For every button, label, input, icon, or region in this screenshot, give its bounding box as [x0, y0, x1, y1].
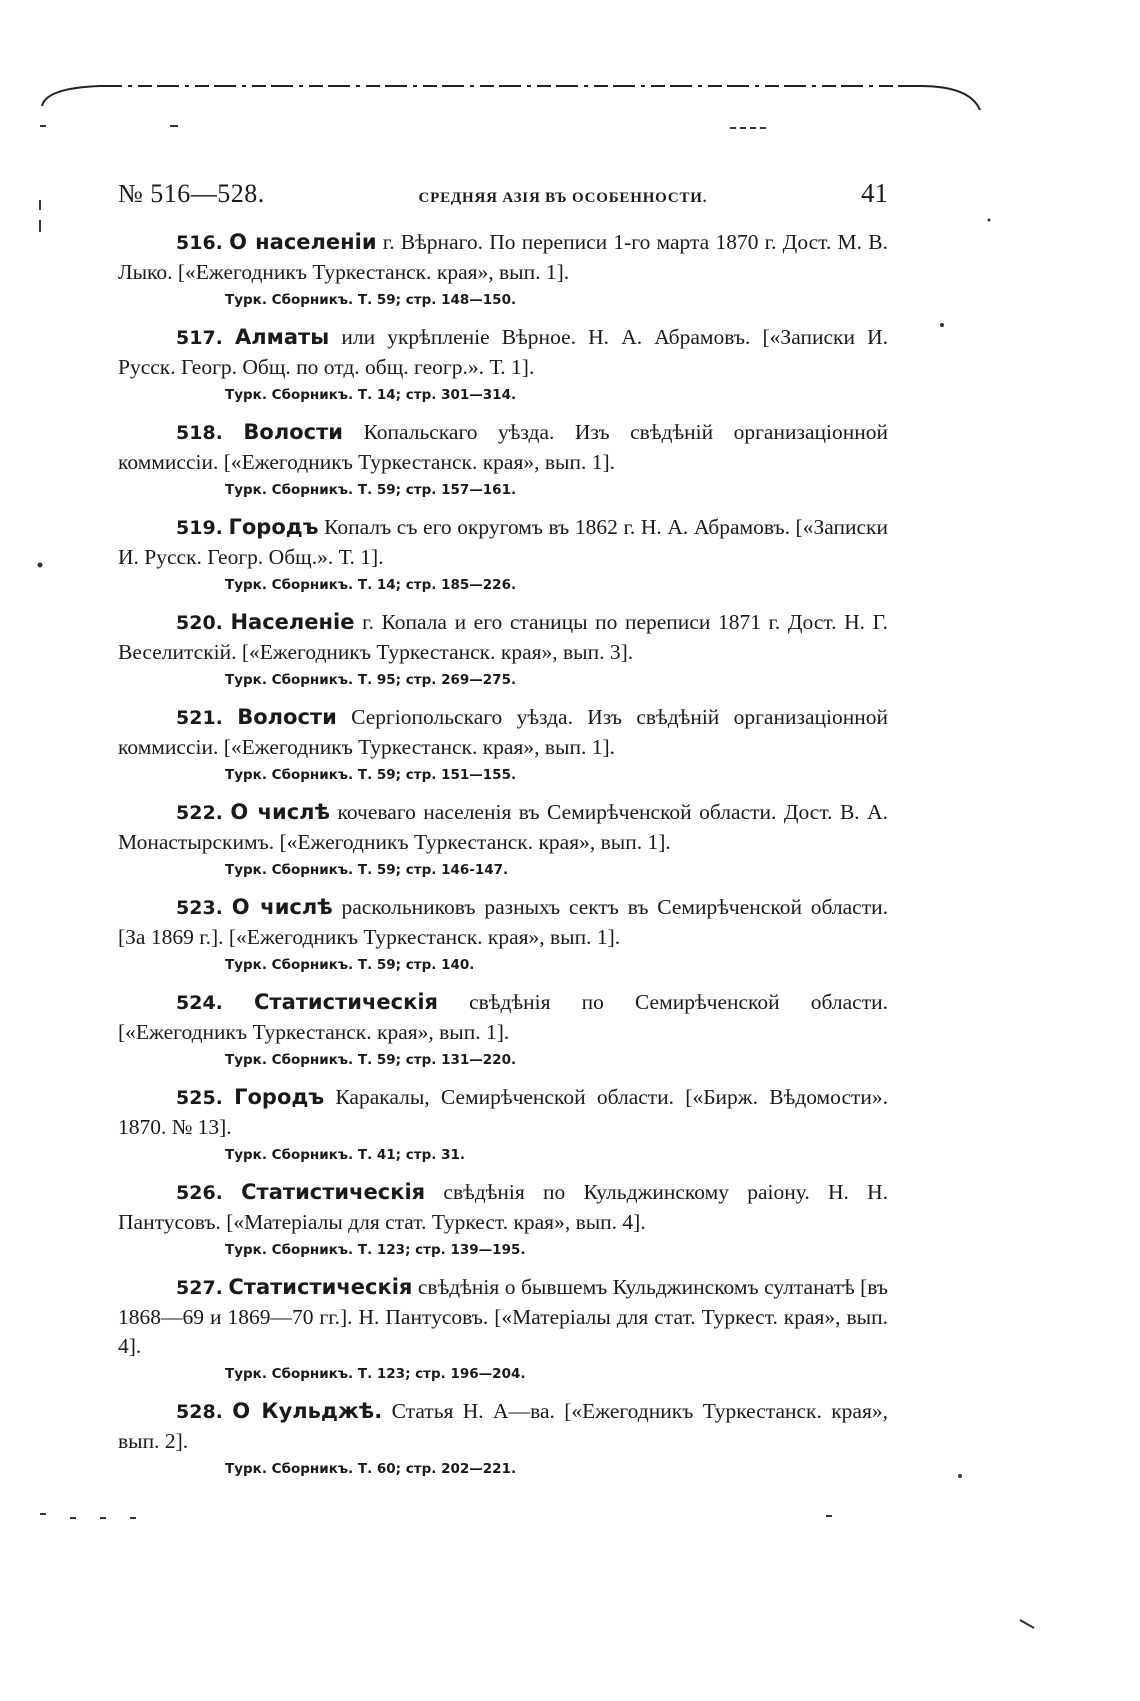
entry-body: Копальскаго уѣзда. Изъ свѣдѣній организаціонной коммиссіи. [«Ежегодникъ Туркестанск. края», вып. 1].	[118, 420, 889, 474]
page-number: 41	[861, 178, 888, 208]
entry-number: 523.	[176, 897, 223, 919]
bibliography-entry	[118, 798, 888, 881]
entry-heading: Городъ	[234, 1085, 325, 1109]
entry-body: кочеваго населенія въ Семирѣченской области. Дост. В. А. Монастырскимъ. [«Ежегодникъ Туркестанск. края», вып. 1].	[118, 800, 889, 854]
bibliography-entry	[118, 1397, 888, 1480]
entry-heading: Городъ	[228, 515, 319, 539]
bibliography-entry	[118, 893, 888, 976]
bibliography-entry	[118, 608, 888, 691]
entry-heading: Статистическія	[254, 990, 439, 1014]
entry-number: 528.	[176, 1401, 223, 1423]
bibliography-entry	[118, 323, 888, 406]
entry-body: Сергіопольскаго уѣзда. Изъ свѣдѣній организаціонной коммиссіи. [«Ежегодникъ Туркестанск. края», вып. 1].	[118, 705, 889, 759]
entry-heading: Населеніе	[230, 610, 355, 634]
bibliography-entry	[118, 988, 888, 1071]
entry-body: Копалъ съ его округомъ въ 1862 г. Н. А. Абрамовъ. [«Записки И. Русск. Геогр. Общ.». Т. 1].	[118, 515, 888, 569]
bibliography-entry	[118, 1273, 888, 1385]
entry-body: г. Вѣрнаго. По переписи 1-го марта 1870 г. Дост. М. В. Лыко. [«Ежегодникъ Туркестанск. края», вып. 1].	[118, 230, 888, 284]
entry-body: или укрѣпленіе Вѣрное. Н. А. Абрамовъ. [«Записки И. Русск. Геогр. Общ. по отд. общ. геогр.». Т. 1].	[118, 325, 889, 379]
entry-reference: Турк. Сборникъ. Т. 59; стр. 157—161.	[225, 482, 517, 498]
entry-range: № 516—528.	[118, 179, 265, 208]
entry-number: 525.	[176, 1087, 223, 1109]
entry-number: 518.	[176, 422, 223, 444]
entry-reference: Турк. Сборникъ. Т. 95; стр. 269—275.	[225, 672, 517, 688]
entry-body: г. Копала и его станицы по переписи 1871 г. Дост. Н. Г. Веселитскій. [«Ежегодникъ Туркестанск. края», вып. 3].	[118, 610, 888, 664]
entry-reference: Турк. Сборникъ. Т. 123; стр. 139—195.	[225, 1242, 526, 1258]
entry-body: свѣдѣнія по Семирѣченской области. [«Ежегодникъ Туркестанск. края», вып. 1].	[118, 990, 889, 1044]
entry-heading: Волости	[237, 705, 337, 729]
entry-body: раскольниковъ разныхъ сектъ въ Семирѣченской области. [За 1869 г.]. [«Ежегодникъ Туркестанск. края», вып. 1].	[118, 895, 888, 949]
entry-number: 527.	[176, 1277, 223, 1299]
entry-number: 524.	[176, 992, 223, 1014]
entry-reference: Турк. Сборникъ. Т. 41; стр. 31.	[225, 1147, 466, 1163]
entry-reference: Турк. Сборникъ. Т. 60; стр. 202—221.	[225, 1461, 517, 1477]
entry-reference: Турк. Сборникъ. Т. 14; стр. 301—314.	[225, 387, 517, 403]
entry-reference: Турк. Сборникъ. Т. 14; стр. 185—226.	[225, 577, 517, 593]
entry-heading: Алматы	[235, 325, 330, 349]
entry-number: 519.	[176, 517, 223, 539]
entry-reference: Турк. Сборникъ. Т. 59; стр. 131—220.	[225, 1052, 517, 1068]
decorative-top-rule	[40, 80, 990, 120]
bibliography-entry	[118, 418, 888, 501]
entry-heading: О числѣ	[230, 800, 331, 824]
entry-number: 522.	[176, 802, 223, 824]
bibliography-entry	[118, 228, 888, 311]
entry-body: свѣдѣнія о бывшемъ Кульджинскомъ султанатѣ [въ 1868—69 и 1869—70 гг.]. Н. Пантусовъ. [«Матеріалы для стат. Туркест. края», вып. 4].	[118, 1275, 889, 1358]
bibliography-entry	[118, 703, 888, 786]
entry-number: 517.	[176, 327, 223, 349]
entry-heading: О населеніи	[229, 230, 377, 254]
entry-reference: Турк. Сборникъ. Т. 59; стр. 140.	[225, 957, 475, 973]
entry-body: свѣдѣнія по Кульджинскому раіону. Н. Н. Пантусовъ. [«Матеріалы для стат. Туркест. края», вып. 4].	[118, 1180, 889, 1234]
entry-number: 521.	[176, 707, 223, 729]
entry-heading: О числѣ	[231, 895, 333, 919]
entry-reference: Турк. Сборникъ. Т. 59; стр. 151—155.	[225, 767, 517, 783]
page-header	[118, 178, 888, 214]
entry-reference: Турк. Сборникъ. Т. 123; стр. 196—204.	[225, 1366, 526, 1382]
bibliography-entry	[118, 1083, 888, 1166]
entry-reference: Турк. Сборникъ. Т. 59; стр. 148—150.	[225, 292, 517, 308]
entry-body: Статья Н. А—ва. [«Ежегодникъ Туркестанск. края», вып. 2].	[118, 1399, 888, 1453]
entry-number: 520.	[176, 612, 223, 634]
entry-heading: Волости	[243, 420, 343, 444]
bibliography-entries	[118, 228, 888, 1492]
entry-reference: Турк. Сборникъ. Т. 59; стр. 146-147.	[225, 862, 509, 878]
entry-number: 526.	[176, 1182, 223, 1204]
bibliography-entry	[118, 1178, 888, 1261]
entry-number: 516.	[176, 232, 223, 254]
entry-body: Каракалы, Семирѣченской области. [«Бирж. Вѣдомости». 1870. № 13].	[118, 1085, 889, 1139]
entry-heading: Статистическія	[228, 1275, 413, 1299]
bibliography-entry	[118, 513, 888, 596]
entry-heading: Статистическія	[241, 1180, 426, 1204]
entry-heading: О Кульджѣ.	[232, 1399, 383, 1423]
running-title: СРЕДНЯЯ АЗІЯ ВЪ ОСОБЕННОСТИ.	[418, 190, 708, 206]
